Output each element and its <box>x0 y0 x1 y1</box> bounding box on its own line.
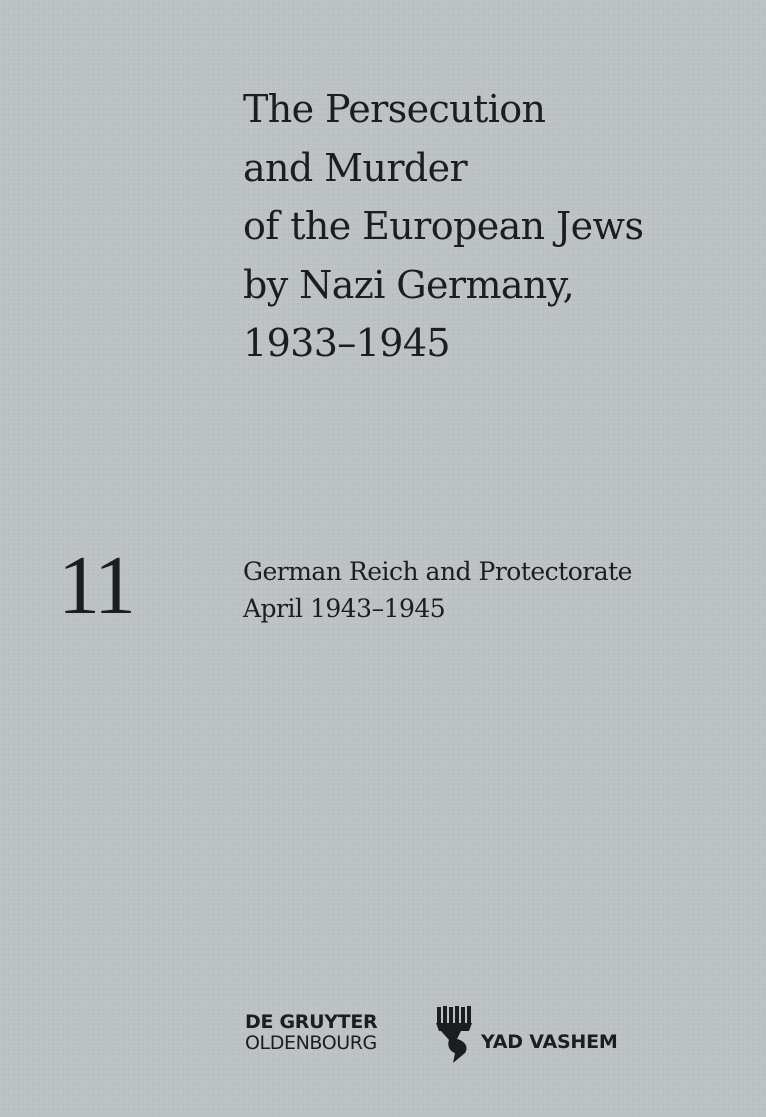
series-title-line: 1933–1945 <box>243 321 451 365</box>
de-gruyter-oldenbourg-logo <box>245 1012 377 1054</box>
volume-title-line: German Reich and Protectorate <box>243 557 632 586</box>
yad-vashem-name: YAD VASHEM <box>481 1031 618 1053</box>
volume-title <box>243 553 632 627</box>
series-title-line: The Persecution <box>243 87 546 131</box>
series-title-line: and Murder <box>243 145 468 190</box>
series-title <box>243 80 643 373</box>
menorah-flame-icon <box>435 1005 479 1065</box>
series-title-line: of the European Jews <box>243 204 644 248</box>
volume-title-line: April 1943–1945 <box>243 594 446 623</box>
publisher-name-line1: DE GRUYTER <box>245 1011 378 1033</box>
volume-number: 11 <box>58 539 133 632</box>
publisher-name-line2: OLDENBOURG <box>245 1032 377 1054</box>
series-title-line: by Nazi Germany, <box>243 262 575 307</box>
